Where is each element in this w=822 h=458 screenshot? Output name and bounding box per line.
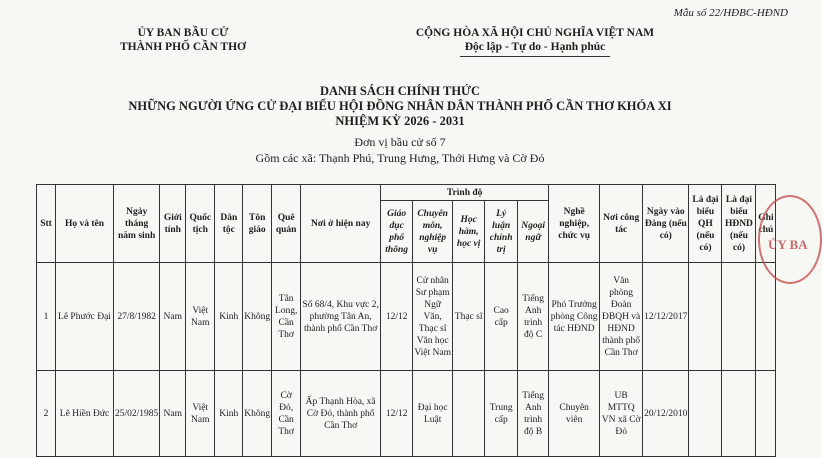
cell-politics: Trung cấp: [485, 371, 518, 457]
cell-dob: 27/8/1982: [114, 263, 160, 371]
stamp-text: ỦY BA: [768, 237, 808, 252]
candidate-table: [36, 184, 776, 457]
cell-degree: [453, 371, 485, 457]
cell-language: Tiếng Anh trình độ C: [518, 263, 549, 371]
authority-line-2: THÀNH PHỐ CẦN THƠ: [120, 41, 246, 53]
header-workplace: Nơi công tác: [600, 185, 643, 263]
cell-council-delegate: [722, 371, 756, 457]
cell-residence: Ấp Thạnh Hòa, xã Cờ Đỏ, thành phố Cần Thơ: [301, 371, 381, 457]
cell-stt: 2: [37, 371, 56, 457]
communes-list: Gồm các xã: Thạnh Phú, Trung Hưng, Thới Hưng và Cờ Đỏ: [255, 151, 545, 165]
national-motto: Độc lập - Tự do - Hạnh phúc: [464, 41, 606, 53]
header-politics: Lý luận chính trị: [485, 201, 518, 263]
header-stt: Stt: [37, 185, 56, 263]
cell-general-edu: 12/12: [381, 371, 413, 457]
country-name: CỘNG HÒA XÃ HỘI CHỦ NGHĨA VIỆT NAM: [415, 27, 655, 39]
cell-name: Lê Phước Đại: [56, 263, 114, 371]
cell-degree: Thạc sĩ: [453, 263, 485, 371]
header-residence: Nơi ở hiện nay: [301, 185, 381, 263]
electoral-unit: Đơn vị bầu cử số 7: [354, 135, 446, 149]
cell-residence: Số 68/4, Khu vực 2, phường Tân An, thành phố Cần Thơ: [301, 263, 381, 371]
cell-specialty: Đại học Luật: [413, 371, 453, 457]
cell-politics: Cao cấp: [485, 263, 518, 371]
cell-council-delegate: [722, 263, 756, 371]
cell-ethnicity: Kinh: [215, 263, 243, 371]
header-general-edu: Giáo dục phổ thông: [381, 201, 413, 263]
cell-note: [756, 371, 776, 457]
authority-line-1: ỦY BAN BẦU CỬ: [137, 27, 229, 39]
cell-specialty: Cử nhân Sư phạm Ngữ Văn, Thạc sĩ Văn học Việt Nam: [413, 263, 453, 371]
cell-party-date: 12/12/2017: [643, 263, 689, 371]
cell-na-delegate: [689, 263, 722, 371]
header-ethnicity: Dân tộc: [215, 185, 243, 263]
header-dob: Ngày tháng năm sinh: [114, 185, 160, 263]
table-row: [37, 263, 776, 371]
cell-occupation: Phó Trưởng phòng Công tác HĐND: [549, 263, 600, 371]
cell-nationality: Việt Nam: [186, 371, 215, 457]
cell-gender: Nam: [160, 263, 186, 371]
official-seal-stamp: [758, 195, 822, 284]
header-occupation: Nghề nghiệp, chức vụ: [549, 185, 600, 263]
header-specialty: Chuyên môn, nghiệp vụ: [413, 201, 453, 263]
title-line-1: DANH SÁCH CHÍNH THỨC: [319, 84, 481, 98]
header-name: Họ và tên: [56, 185, 114, 263]
cell-name: Lê Hiền Đức: [56, 371, 114, 457]
cell-religion: Không: [243, 371, 272, 457]
cell-nationality: Việt Nam: [186, 263, 215, 371]
cell-hometown: Cờ Đỏ, Cần Thơ: [272, 371, 301, 457]
cell-hometown: Tân Long, Cần Thơ: [272, 263, 301, 371]
table-row: [37, 371, 776, 457]
header-qualification-group: Trình độ: [381, 185, 549, 201]
form-number: Mẫu số 22/HĐBC-HĐND: [673, 7, 788, 19]
cell-general-edu: 12/12: [381, 263, 413, 371]
cell-note: [756, 263, 776, 371]
title-line-2: NHỮNG NGƯỜI ỨNG CỬ ĐẠI BIỂU HỘI ĐỒNG NHÂN DÂN THÀNH PHỐ CẦN THƠ KHÓA XI: [128, 99, 672, 113]
issuing-authority: [118, 26, 248, 54]
cell-workplace: Văn phòng Đoàn ĐBQH và HĐND thành phố Cần Thơ: [600, 263, 643, 371]
header-party-date: Ngày vào Đảng (nếu có): [643, 185, 689, 263]
header-council-delegate: Là đại biểu HĐND (nếu có): [722, 185, 756, 263]
document-title: [0, 84, 800, 129]
cell-language: Tiếng Anh trình độ B: [518, 371, 549, 457]
cell-na-delegate: [689, 371, 722, 457]
header-nationality: Quốc tịch: [186, 185, 215, 263]
cell-ethnicity: Kinh: [215, 371, 243, 457]
header-language: Ngoại ngữ: [518, 201, 549, 263]
cell-religion: Không: [243, 263, 272, 371]
cell-dob: 25/02/1985: [114, 371, 160, 457]
cell-stt: 1: [37, 263, 56, 371]
national-header: [395, 26, 675, 57]
title-line-3: NHIỆM KỲ 2026 - 2031: [335, 114, 465, 128]
header-degree: Học hàm, học vị: [453, 201, 485, 263]
cell-workplace: UB MTTQ VN xã Cờ Đỏ: [600, 371, 643, 457]
header-religion: Tôn giáo: [243, 185, 272, 263]
motto-underline: [460, 56, 610, 57]
cell-party-date: 20/12/2010: [643, 371, 689, 457]
header-note: Ghi chú: [756, 185, 776, 263]
header-gender: Giới tính: [160, 185, 186, 263]
header-hometown: Quê quán: [272, 185, 301, 263]
header-na-delegate: Là đại biểu QH (nếu có): [689, 185, 722, 263]
cell-occupation: Chuyên viên: [549, 371, 600, 457]
cell-gender: Nam: [160, 371, 186, 457]
